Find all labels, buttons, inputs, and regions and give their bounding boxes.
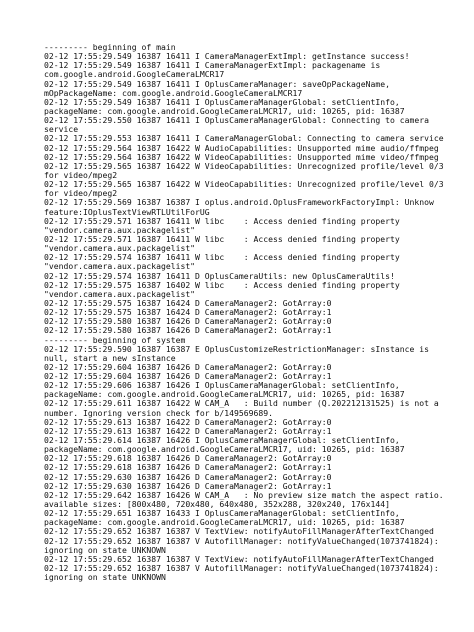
- log-line: service: [44, 124, 79, 135]
- log-line: 02-12 17:55:29.606 16387 16426 I OplusCameraManagerGlobal: setClientInfo,: [44, 380, 400, 391]
- log-line: 02-12 17:55:29.604 16387 16426 D CameraManager2: GotArray:1: [44, 371, 332, 382]
- log-line: 02-12 17:55:29.613 16387 16422 D CameraManager2: GotArray:0: [44, 416, 332, 427]
- log-line: 02-12 17:55:29.549 16387 16411 I CameraManagerExtImpl: getInstance success!: [44, 51, 410, 62]
- log-line: 02-12 17:55:29.580 16387 16426 D CameraManager2: GotArray:1: [44, 325, 332, 336]
- log-line: packageName: com.google.android.GoogleCameraLMCR17, uid: 10265, pid: 16387: [44, 389, 405, 400]
- log-line: 02-12 17:55:29.574 16387 16411 D OplusCameraUtils: new OplusCameraUtils!: [44, 270, 395, 281]
- log-line: --------- beginning of main: [44, 42, 176, 52]
- log-line: 02-12 17:55:29.549 16387 16411 I OplusCameraManager: saveOpPackageName,: [44, 78, 390, 89]
- log-line: 02-12 17:55:29.571 16387 16411 W libc : Access denied finding property: [44, 233, 400, 244]
- log-line: 02-12 17:55:29.565 16387 16422 W VideoCapabilities: Unrecognized profile/level 0/3: [44, 179, 444, 190]
- log-line: 02-12 17:55:29.575 16387 16424 D CameraManager2: GotArray:1: [44, 307, 332, 318]
- log-line: 02-12 17:55:29.630 16387 16426 D CameraManager2: GotArray:1: [44, 480, 332, 491]
- log-line: null, start a new sInstance: [44, 352, 176, 363]
- log-line: 02-12 17:55:29.574 16387 16411 W libc : Access denied finding property: [44, 252, 400, 263]
- log-line: number. Ignoring version check for b/149569689.: [44, 407, 274, 418]
- log-line: for video/mpeg2: [44, 169, 118, 180]
- log-line: 02-12 17:55:29.575 16387 16424 D CameraManager2: GotArray:0: [44, 297, 332, 308]
- log-line: 02-12 17:55:29.575 16387 16402 W libc : Access denied finding property: [44, 279, 400, 290]
- log-line: ignoring on state UNKNOWN: [44, 544, 166, 555]
- log-line: packageName: com.google.android.GoogleCameraLMCR17, uid: 10265, pid: 16387: [44, 444, 405, 455]
- log-line: 02-12 17:55:29.549 16387 16411 I OplusCameraManagerGlobal: setClientInfo,: [44, 96, 400, 107]
- log-line: 02-12 17:55:29.580 16387 16426 D CameraManager2: GotArray:0: [44, 316, 332, 327]
- log-line: 02-12 17:55:29.614 16387 16426 I OplusCameraManagerGlobal: setClientInfo,: [44, 435, 400, 446]
- log-line: "vendor.camera.aux.packagelist": [44, 261, 196, 272]
- log-line: 02-12 17:55:29.630 16387 16426 D CameraManager2: GotArray:0: [44, 471, 332, 482]
- log-line: 02-12 17:55:29.590 16387 16387 E OplusCustomizeRestrictionManager: sInstance is: [44, 343, 429, 354]
- log-line: 02-12 17:55:29.618 16387 16426 D CameraManager2: GotArray:1: [44, 462, 332, 473]
- log-line: 02-12 17:55:29.564 16387 16422 W VideoCapabilities: Unsupported mime video/ffmpeg: [44, 151, 439, 162]
- log-line: 02-12 17:55:29.571 16387 16411 W libc : Access denied finding property: [44, 215, 400, 226]
- log-line: --------- beginning of system: [44, 334, 186, 345]
- log-line: "vendor.camera.aux.packagelist": [44, 224, 196, 235]
- log-line: 02-12 17:55:29.604 16387 16426 D CameraManager2: GotArray:0: [44, 361, 332, 372]
- log-line: 02-12 17:55:29.549 16387 16411 I CameraManagerExtImpl: packagename is: [44, 60, 381, 71]
- log-line: 02-12 17:55:29.553 16387 16411 I CameraManagerGlobal: Connecting to camera service: [44, 133, 444, 144]
- log-line: feature:IOplusTextViewRTLUtilForUG: [44, 206, 210, 217]
- log-line: 02-12 17:55:29.618 16387 16426 D CameraManager2: GotArray:0: [44, 453, 332, 464]
- log-line: packageName: com.google.android.GoogleCameraLMCR17, uid: 10265, pid: 16387: [44, 105, 405, 116]
- log-line: available sizes: [800x480, 720x480, 640x480, 352x288, 320x240, 176x144]: [44, 499, 390, 510]
- log-line: 02-12 17:55:29.613 16387 16422 D CameraManager2: GotArray:1: [44, 425, 332, 436]
- log-line: 02-12 17:55:29.569 16387 16387 I oplus.android.OplusFrameworkFactoryImpl: Unknow: [44, 197, 434, 208]
- log-line: 02-12 17:55:29.651 16387 16433 I OplusCameraManagerGlobal: setClientInfo,: [44, 508, 400, 519]
- log-line: 02-12 17:55:29.564 16387 16422 W AudioCapabilities: Unsupported mime audio/ffmpeg: [44, 142, 439, 153]
- log-line: "vendor.camera.aux.packagelist": [44, 243, 196, 254]
- log-line: for video/mpeg2: [44, 188, 118, 199]
- logcat-output: [44, 43, 470, 582]
- log-line: 02-12 17:55:29.642 16387 16426 W CAM_A : No preview size match the aspect ratio.: [44, 489, 444, 500]
- log-line: "vendor.camera.aux.packagelist": [44, 288, 196, 299]
- log-line: 02-12 17:55:29.652 16387 16387 V AutofillManager: notifyValueChanged(1073741824):: [44, 535, 439, 546]
- log-line: packageName: com.google.android.GoogleCameraLMCR17, uid: 10265, pid: 16387: [44, 517, 405, 528]
- log-line: mOpPackageName: com.google.android.GoogleCameraLMCR17: [44, 87, 303, 98]
- log-line: 02-12 17:55:29.652 16387 16387 V AutofillManager: notifyValueChanged(1073741824):: [44, 563, 439, 574]
- log-line: 02-12 17:55:29.652 16387 16387 V TextView: notifyAutoFillManagerAfterTextChanged: [44, 553, 434, 564]
- log-line: 02-12 17:55:29.550 16387 16411 I OplusCameraManagerGlobal: Connecting to camera: [44, 115, 429, 126]
- log-line: 02-12 17:55:29.611 16387 16422 W CAM_A : Build number (Q.202212131525) is not a: [44, 398, 439, 409]
- log-line: 02-12 17:55:29.565 16387 16422 W VideoCapabilities: Unrecognized profile/level 0/3: [44, 160, 444, 171]
- log-line: com.google.android.GoogleCameraLMCR17: [44, 69, 225, 80]
- log-line: ignoring on state UNKNOWN: [44, 572, 166, 583]
- log-line: 02-12 17:55:29.652 16387 16387 V TextView: notifyAutoFillManagerAfterTextChanged: [44, 526, 434, 537]
